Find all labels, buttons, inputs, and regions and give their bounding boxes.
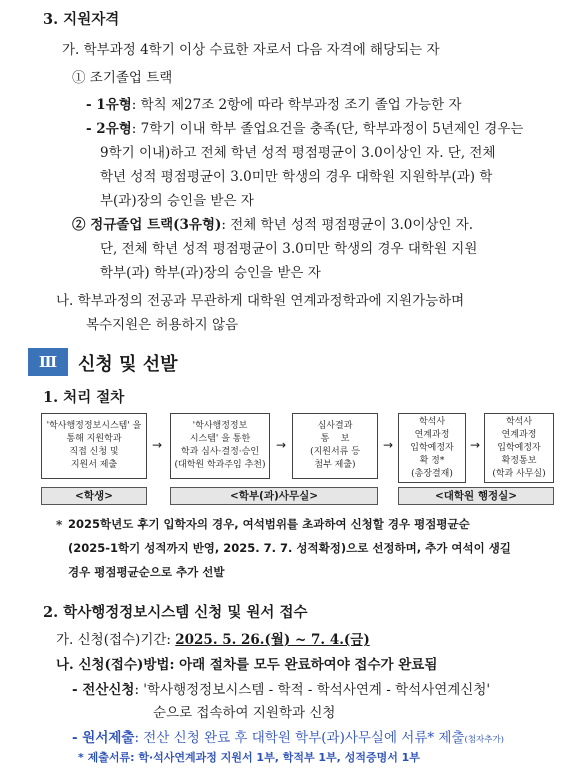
step2-line: 시스템' 을 통한 bbox=[189, 434, 251, 444]
step3-line: 통 보 bbox=[320, 434, 350, 444]
regular-track-line3: 학부(과) 학부(과)장의 승인을 받은 자 bbox=[100, 265, 321, 281]
paper-submit-line bbox=[72, 726, 504, 746]
process-step-4 bbox=[398, 413, 466, 483]
apply-period-label: 가. 신청(접수)기간: bbox=[56, 632, 176, 648]
flow-arrow-4: → bbox=[470, 438, 481, 452]
flow-arrow-3: → bbox=[383, 438, 394, 452]
step2-line: 학과 심사·결정·승인 bbox=[180, 447, 260, 457]
note-line3: 경우 평점평균순으로 추가 선발 bbox=[68, 565, 225, 579]
step1-line: 지원서 제출 bbox=[70, 460, 118, 470]
type2-text: : 7학기 이내 학부 졸업요건을 충족(단, 학부과정이 5년제인 경우는 bbox=[131, 121, 524, 137]
note-line1: 2025학년도 후기 입학자의 경우, 여석범위를 초과하여 신청할 경우 평점평균순 bbox=[68, 517, 470, 531]
step1-line: '학사행정정보시스템' 을 bbox=[46, 421, 142, 431]
online-apply-label: - 전산신청 bbox=[72, 682, 135, 698]
step4-line: (총장결재) bbox=[411, 468, 453, 479]
online-apply-text: : '학사행정정보시스템 - 학적 - 학석사연계 - 학석사연계신청' bbox=[134, 682, 491, 698]
step1-line: 직접 신청 및 bbox=[69, 447, 119, 457]
step2-line: (대학원 학과주임 추천) bbox=[174, 460, 266, 470]
step3-line: (지원서류 등 bbox=[310, 447, 360, 457]
clause-na-line2: 복수지원은 허용하지 않음 bbox=[86, 317, 239, 333]
actor-bar-grad-office: <대학원 행정실> bbox=[398, 487, 554, 505]
step5-line: 학석사 bbox=[505, 416, 533, 427]
online-apply-line1 bbox=[72, 678, 490, 698]
regular-track-line1 bbox=[72, 213, 473, 233]
step5-line: 입학예정자 bbox=[497, 442, 541, 453]
apply-period bbox=[56, 628, 370, 648]
required-docs: * 제출서류: 학·석사연계과정 지원서 1부, 학적부 1부, 성적증명서 1부 bbox=[78, 751, 420, 764]
type2-line2: 9학기 이내)하고 전체 학년 성적 평점평균이 3.0이상인 자. 단, 전체 bbox=[100, 145, 496, 161]
step5-line: 확정통보 bbox=[501, 455, 537, 466]
type2-label: - 2유형 bbox=[86, 121, 132, 137]
actor-bar-dept-office: <학부(과)사무실> bbox=[170, 487, 378, 505]
paper-submit-note: (첨자추가) bbox=[464, 735, 504, 745]
paper-submit-label: - 원서제출 bbox=[72, 730, 135, 746]
online-apply-line2: 순으로 접속하여 지원학과 신청 bbox=[153, 705, 336, 721]
step5-line: (학과 사무실) bbox=[492, 468, 546, 479]
process-step-2 bbox=[170, 413, 270, 479]
step4-line: 입학예정자 bbox=[410, 442, 454, 453]
type1-item bbox=[86, 93, 462, 113]
type2-line1 bbox=[86, 117, 523, 137]
section-heading: 3. 지원자격 bbox=[43, 11, 120, 28]
step3-line: 첨부 제출) bbox=[314, 460, 356, 470]
process-step-1 bbox=[41, 413, 147, 479]
type2-line4: 부(과)장의 승인을 받은 자 bbox=[100, 193, 254, 209]
actor-bar-student: <학생> bbox=[41, 487, 147, 505]
early-track-title: ① 조기졸업 트랙 bbox=[72, 70, 173, 86]
step5-line: 연계과정 bbox=[501, 429, 537, 440]
process-step-5 bbox=[484, 413, 554, 483]
clause-ga: 가. 학부과정 4학기 이상 수료한 자로서 다음 자격에 해당되는 자 bbox=[62, 42, 440, 58]
step1-line: 통해 지원학과 bbox=[66, 434, 122, 444]
step4-line: 학석사 bbox=[418, 416, 446, 427]
regular-text: : 전체 학년 성적 평점평균이 3.0이상인 자. bbox=[221, 217, 474, 233]
type2-line3: 학년 성적 평점평균이 3.0미만 학생의 경우 대학원 지원학부(과) 학 bbox=[100, 169, 493, 185]
paper-submit-text: : 전산 신청 완료 후 대학원 학부(과)사무실에 서류* 제출 bbox=[134, 730, 465, 746]
process-step-3 bbox=[292, 413, 378, 479]
note-line2: (2025-1학기 성적까지 반영, 2025. 7. 7. 성적확정)으로 선정하며, 추가 여석이 생길 bbox=[68, 541, 511, 555]
step4-line: 확 정* bbox=[419, 455, 445, 466]
regular-track-line2: 단, 전체 학년 성적 평점평균이 3.0미만 학생의 경우 대학원 지원 bbox=[100, 241, 478, 257]
apply-heading: 2. 학사행정정보시스템 신청 및 원서 접수 bbox=[43, 604, 308, 621]
apply-method: 나. 신청(접수)방법: 아래 절차를 모두 완료하여야 접수가 완료됨 bbox=[56, 657, 438, 673]
note-star: * bbox=[56, 518, 63, 532]
regular-track-title: ② 정규졸업 트랙(3유형) bbox=[72, 217, 222, 233]
process-heading: 1. 처리 절차 bbox=[43, 389, 125, 406]
clause-na-line1: 나. 학부과정의 전공과 무관하게 대학원 연계과정학과에 지원가능하며 bbox=[56, 293, 465, 309]
section-roman-badge: Ⅲ bbox=[28, 348, 68, 376]
flow-arrow-2: → bbox=[276, 438, 287, 452]
type1-text: : 학칙 제27조 2항에 따라 학부과정 조기 졸업 가능한 자 bbox=[131, 97, 462, 113]
flow-arrow-1: → bbox=[152, 438, 163, 452]
step2-line: '학사행정정보 bbox=[192, 421, 248, 431]
section-title: 신청 및 선발 bbox=[78, 354, 178, 375]
type1-label: - 1유형 bbox=[86, 97, 132, 113]
apply-period-value: 2025. 5. 26.(월) ~ 7. 4.(금) bbox=[175, 632, 370, 648]
step3-line: 심사결과 bbox=[317, 421, 353, 431]
step4-line: 연계과정 bbox=[414, 429, 450, 440]
